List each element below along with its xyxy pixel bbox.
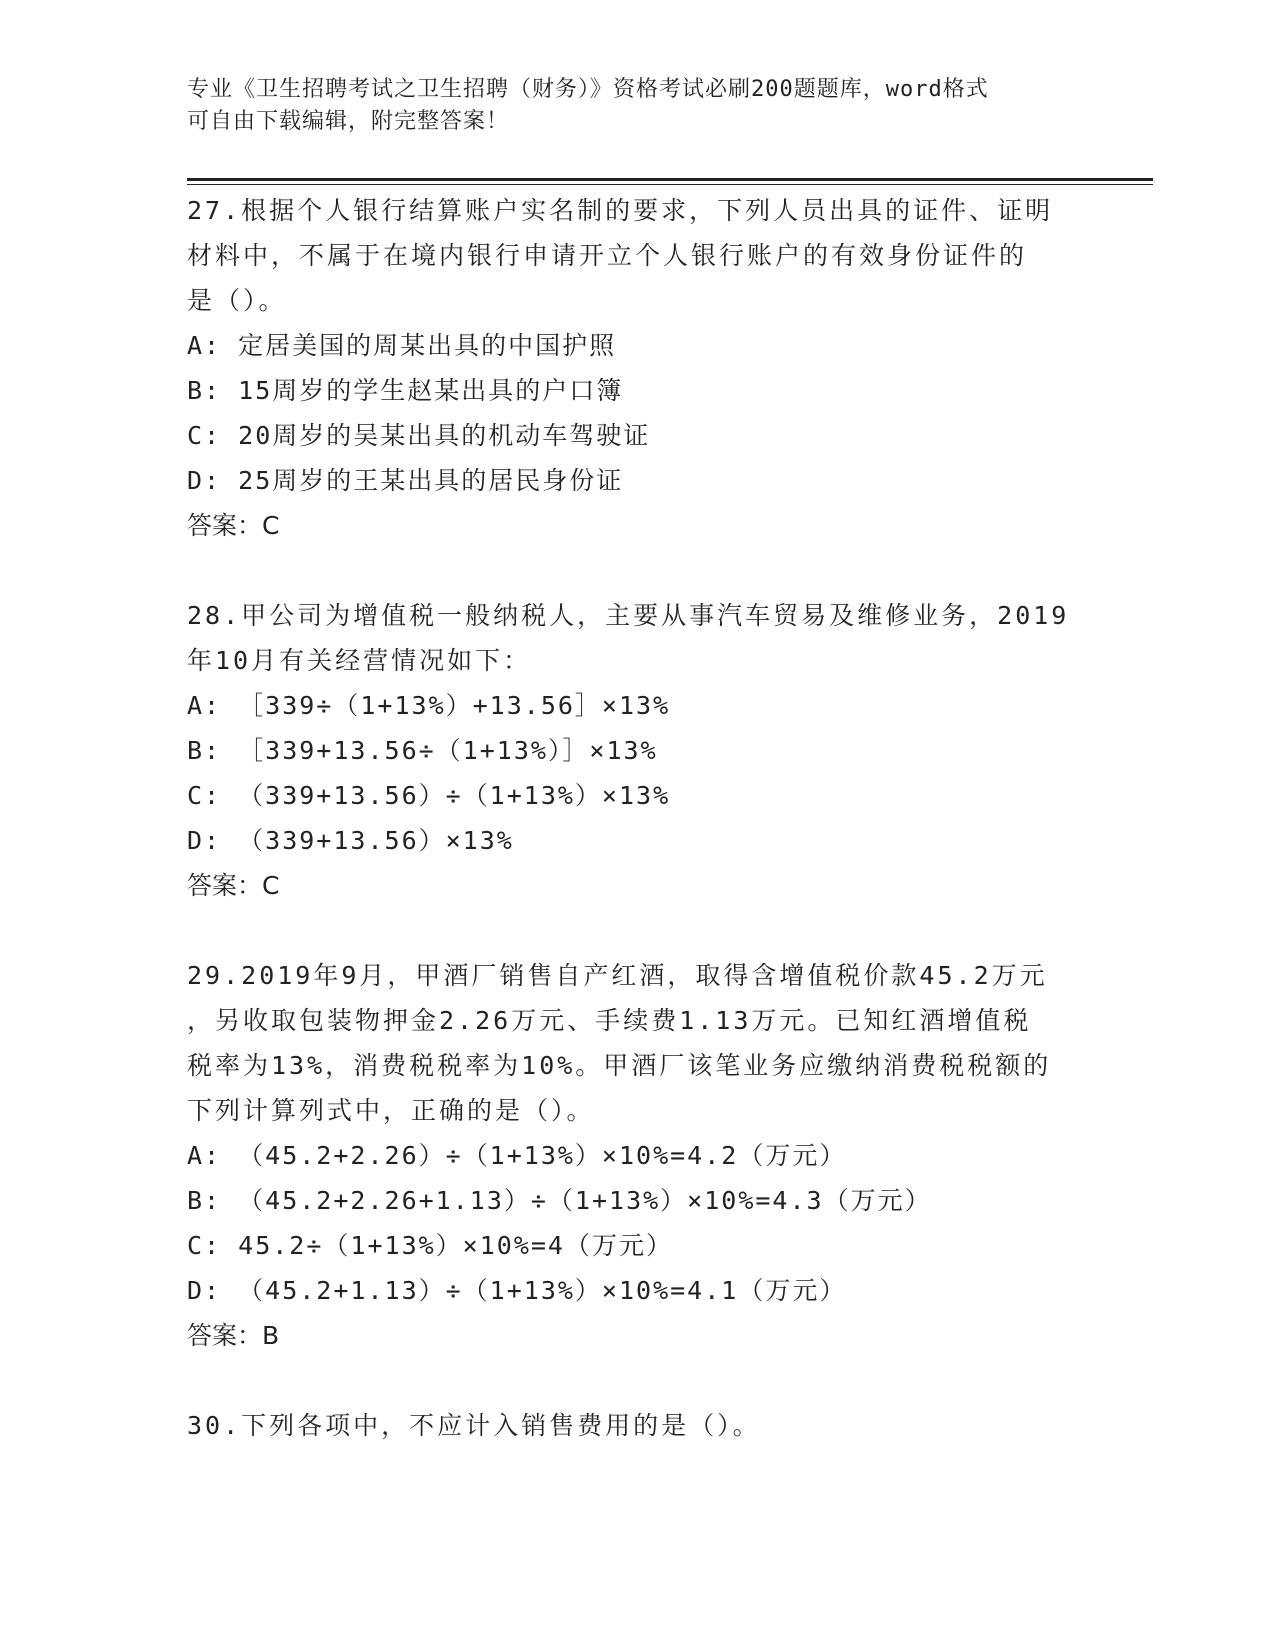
answer-line: 答案：C [187, 871, 280, 900]
question-stem-line: ，另收取包装物押金2.26万元、手续费1.13万元。已知红酒增值税 [187, 1006, 1032, 1035]
option-a: A: （45.2+2.26）÷（1+13%）×10%=4.2（万元） [187, 1141, 847, 1170]
option-c: C: （339+13.56）÷（1+13%）×13% [187, 781, 671, 810]
option-b: B: ［339+13.56÷（1+13%）］×13% [187, 736, 658, 765]
option-b: B: （45.2+2.26+1.13）÷（1+13%）×10%=4.3（万元） [187, 1186, 932, 1215]
question-stem-line: 30.下列各项中，不应计入销售费用的是（）。 [187, 1411, 761, 1440]
question-29 [187, 953, 1087, 1358]
question-stem-line: 材料中，不属于在境内银行申请开立个人银行账户的有效身份证件的 [187, 241, 1028, 270]
option-d: D: （339+13.56）×13% [187, 826, 514, 855]
question-stem-line: 是（）。 [187, 286, 287, 315]
header-line-1: 专业《卫生招聘考试之卫生招聘（财务）》资格考试必刷200题题库，word格式 [187, 77, 989, 102]
header-line-2: 可自由下载编辑，附完整答案！ [187, 109, 510, 134]
question-27 [187, 188, 1087, 548]
option-c: C: 20周岁的吴某出具的机动车驾驶证 [187, 421, 651, 450]
question-stem-line: 年10月有关经营情况如下： [187, 646, 532, 675]
option-c: C: 45.2÷（1+13%）×10%=4（万元） [187, 1231, 673, 1260]
question-spacer [187, 908, 1087, 953]
option-a: A: 定居美国的周某出具的中国护照 [187, 331, 617, 360]
document-header [187, 74, 1067, 138]
question-28 [187, 593, 1087, 908]
answer-line: 答案：B [187, 1321, 280, 1350]
option-b: B: 15周岁的学生赵某出具的户口簿 [187, 376, 624, 405]
header-divider-thick [187, 178, 1153, 181]
answer-line: 答案：C [187, 511, 280, 540]
question-stem-line: 27.根据个人银行结算账户实名制的要求，下列人员出具的证件、证明 [187, 196, 1054, 225]
question-stem-line: 28.甲公司为增值税一般纳税人，主要从事汽车贸易及维修业务，2019 [187, 601, 1070, 630]
question-stem-line: 29.2019年9月，甲酒厂销售自产红酒，取得含增值税价款45.2万元 [187, 961, 1048, 990]
question-list [187, 188, 1087, 1448]
question-30 [187, 1403, 1087, 1448]
question-spacer [187, 1358, 1087, 1403]
header-divider-thin [187, 184, 1153, 185]
option-a: A: ［339÷（1+13%）+13.56］×13% [187, 691, 671, 720]
question-stem-line: 下列计算列式中，正确的是（）。 [187, 1096, 595, 1125]
option-d: D: （45.2+1.13）÷（1+13%）×10%=4.1（万元） [187, 1276, 847, 1305]
option-d: D: 25周岁的王某出具的居民身份证 [187, 466, 624, 495]
question-stem-line: 税率为13%，消费税税率为10%。甲酒厂该笔业务应缴纳消费税税额的 [187, 1051, 1052, 1080]
question-spacer [187, 548, 1087, 593]
